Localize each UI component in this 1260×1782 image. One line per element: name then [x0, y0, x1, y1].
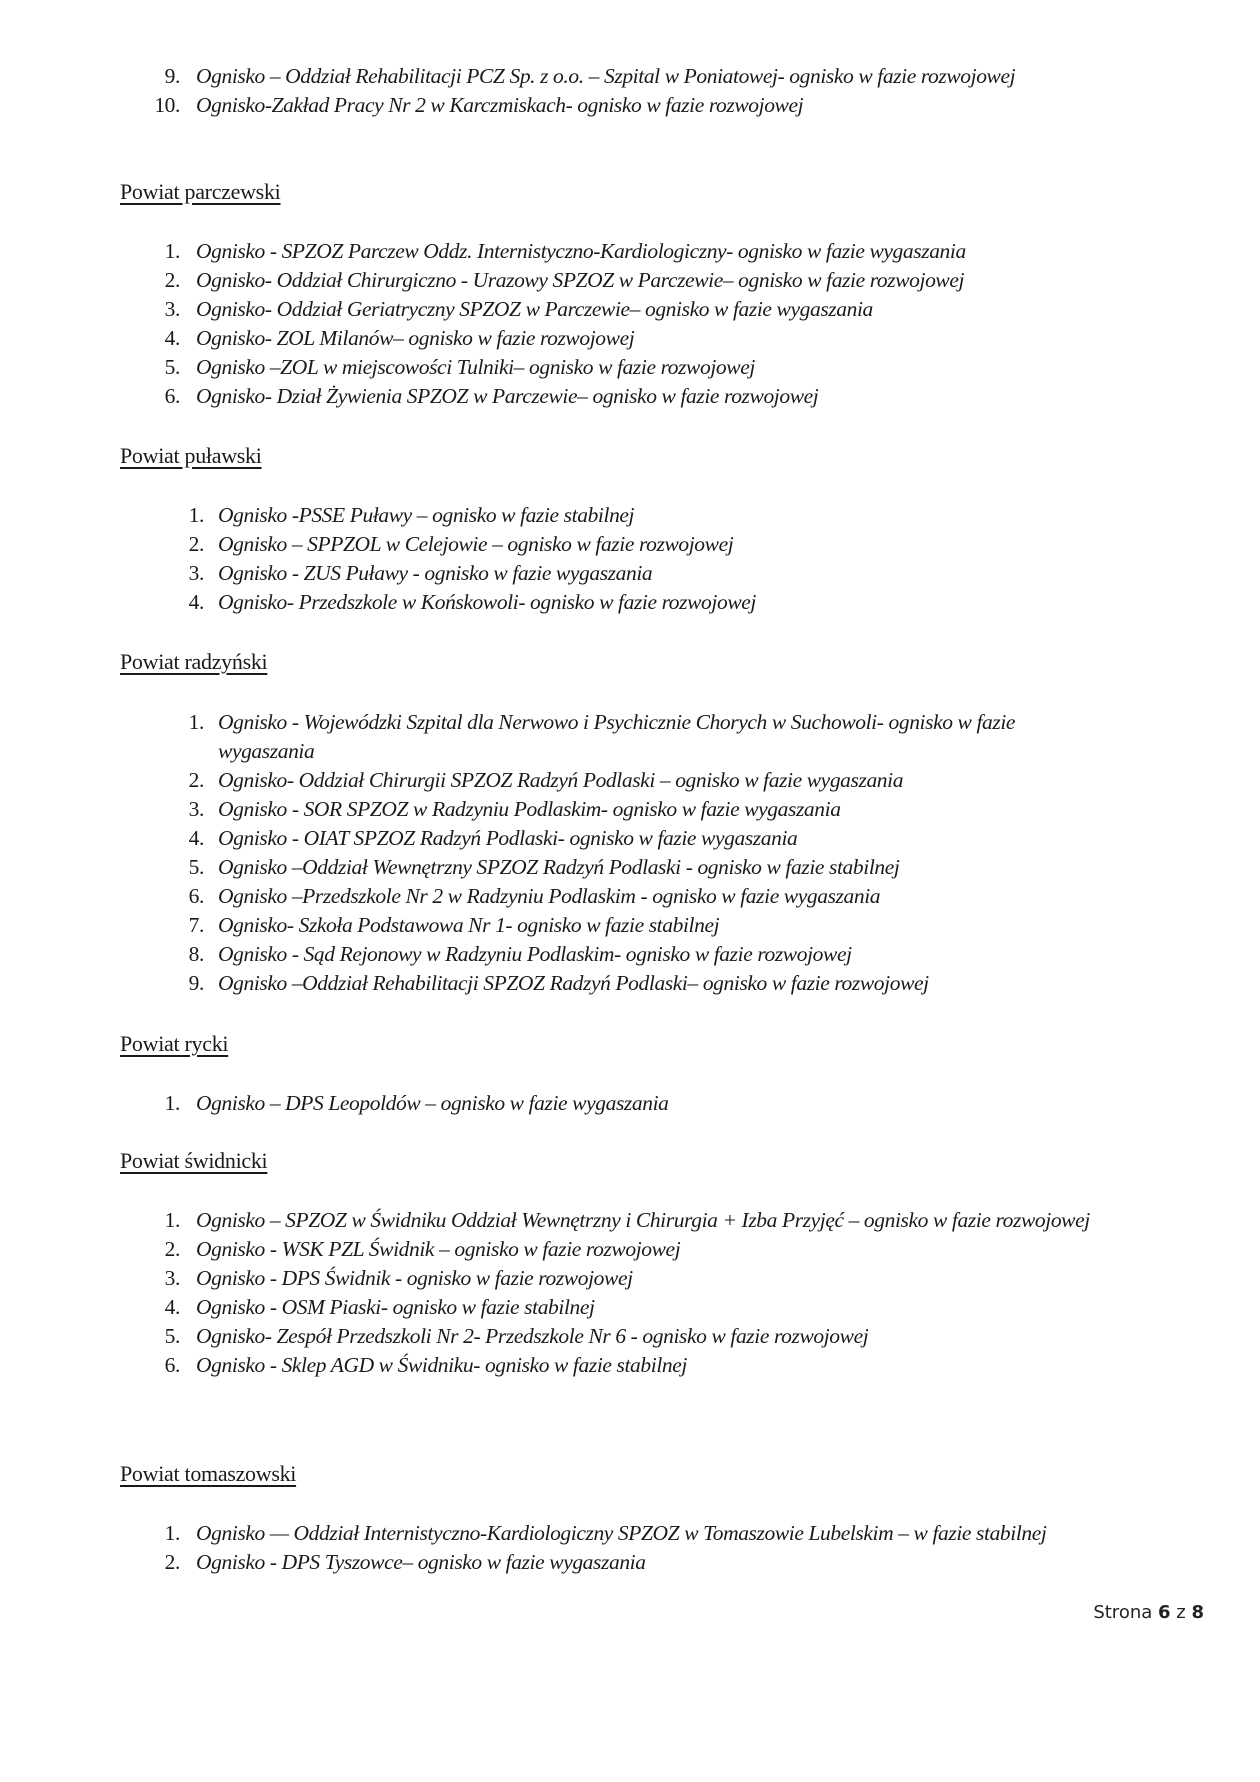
section-parczewski	[120, 178, 1210, 206]
list-item	[120, 1322, 1210, 1351]
list-item	[120, 882, 1210, 911]
list-item	[120, 824, 1210, 853]
item-number: 9.	[164, 64, 180, 88]
list-item	[120, 382, 1210, 411]
section-pulawski	[120, 442, 1210, 470]
item-number: 5.	[188, 855, 204, 879]
item-number: 2.	[164, 1237, 180, 1261]
item-number: 7.	[188, 913, 204, 937]
item-number: 3.	[164, 297, 180, 321]
item-number: 4.	[188, 590, 204, 614]
list-rycki	[120, 1089, 1210, 1118]
list-item	[120, 1351, 1210, 1380]
section-heading: Powiat tomaszowski	[120, 1461, 297, 1486]
page-separator: z	[1176, 1602, 1186, 1623]
section-tomaszowski	[120, 1460, 1210, 1488]
item-number: 2.	[164, 1550, 180, 1574]
list-item	[120, 501, 1210, 530]
item-number: 2.	[188, 768, 204, 792]
page-label: Strona	[1093, 1602, 1153, 1623]
item-number: 5.	[164, 1324, 180, 1348]
list-item	[120, 295, 1210, 324]
item-text: Ognisko – SPPZOL w Celejowie – ognisko w fazie rozwojowej	[218, 532, 734, 556]
item-number: 9.	[188, 971, 204, 995]
item-text: Ognisko - DPS Świdnik - ognisko w fazie rozwojowej	[196, 1266, 633, 1290]
list-item	[120, 1519, 1210, 1548]
list-item	[120, 530, 1210, 559]
list-item	[120, 237, 1210, 266]
current-page: 6	[1158, 1602, 1171, 1623]
item-text: Ognisko –Oddział Wewnętrzny SPZOZ Radzyń Podlaski - ognisko w fazie stabilnej	[218, 855, 900, 879]
item-text: Ognisko - OIAT SPZOZ Radzyń Podlaski- ognisko w fazie wygaszania	[218, 826, 798, 850]
list-item	[120, 940, 1210, 969]
item-text: Ognisko- Oddział Chirurgii SPZOZ Radzyń Podlaski – ognisko w fazie wygaszania	[218, 768, 904, 792]
section-swidnicki	[120, 1147, 1210, 1175]
item-text: Ognisko –Przedszkole Nr 2 w Radzyniu Podlaskim - ognisko w fazie wygaszania	[218, 884, 881, 908]
item-text: Ognisko – Oddział Rehabilitacji PCZ Sp. z o.o. – Szpital w Poniatowej- ognisko w fazie rozwojowej	[196, 64, 1016, 88]
item-text: Ognisko – SPZOZ w Świdniku Oddział Wewnętrzny i Chirurgia + Izba Przyjęć – ognisko w fazie rozwojowej	[196, 1208, 1090, 1232]
item-text: Ognisko- Dział Żywienia SPZOZ w Parczewie– ognisko w fazie rozwojowej	[196, 384, 819, 408]
item-text: Ognisko - OSM Piaski- ognisko w fazie stabilnej	[196, 1295, 595, 1319]
list-item	[120, 91, 1210, 120]
item-text: Ognisko — Oddział Internistyczno-Kardiologiczny SPZOZ w Tomaszowie Lubelskim – w fazie stabilnej	[196, 1521, 1047, 1545]
list-parczewski	[120, 237, 1210, 411]
item-text: Ognisko- ZOL Milanów– ognisko w fazie rozwojowej	[196, 326, 635, 350]
item-text: Ognisko- Oddział Geriatryczny SPZOZ w Parczewie– ognisko w fazie wygaszania	[196, 297, 873, 321]
item-text: Ognisko - SPZOZ Parczew Oddz. Internistyczno-Kardiologiczny- ognisko w fazie wygaszania	[196, 239, 966, 263]
item-number: 8.	[188, 942, 204, 966]
item-number: 1.	[164, 1091, 180, 1115]
item-number: 3.	[188, 797, 204, 821]
list-item	[120, 708, 1210, 766]
item-number: 4.	[164, 326, 180, 350]
list-item	[120, 1264, 1210, 1293]
item-text: Ognisko - Sąd Rejonowy w Radzyniu Podlaskim- ognisko w fazie rozwojowej	[218, 942, 852, 966]
item-number: 6.	[188, 884, 204, 908]
item-number: 2.	[164, 268, 180, 292]
item-text: Ognisko –ZOL w miejscowości Tulniki– ognisko w fazie rozwojowej	[196, 355, 755, 379]
section-rycki	[120, 1030, 1210, 1058]
item-number: 1.	[188, 503, 204, 527]
item-text: Ognisko- Przedszkole w Końskowoli- ognisko w fazie rozwojowej	[218, 590, 756, 614]
item-number: 3.	[188, 561, 204, 585]
list-item	[120, 324, 1210, 353]
section-heading: Powiat parczewski	[120, 179, 281, 204]
item-number: 3.	[164, 1266, 180, 1290]
list-item	[120, 1293, 1210, 1322]
list-item	[120, 353, 1210, 382]
item-text: Ognisko –Oddział Rehabilitacji SPZOZ Radzyń Podlaski– ognisko w fazie rozwojowej	[218, 971, 929, 995]
item-text: Ognisko - WSK PZL Świdnik – ognisko w fazie rozwojowej	[196, 1237, 681, 1261]
list-item	[120, 1089, 1210, 1118]
list-item	[120, 911, 1210, 940]
list-item	[120, 62, 1210, 91]
list-item	[120, 766, 1210, 795]
item-number: 1.	[164, 1521, 180, 1545]
section-heading: Powiat puławski	[120, 443, 262, 468]
item-number: 4.	[188, 826, 204, 850]
list-item	[120, 1235, 1210, 1264]
item-number: 1.	[164, 1208, 180, 1232]
item-text: Ognisko – DPS Leopoldów – ognisko w fazie wygaszania	[196, 1091, 669, 1115]
total-pages: 8	[1191, 1602, 1204, 1623]
item-text: Ognisko-Zakład Pracy Nr 2 w Karczmiskach- ognisko w fazie rozwojowej	[196, 93, 804, 117]
list-item	[120, 1548, 1210, 1577]
section-heading: Powiat świdnicki	[120, 1148, 268, 1173]
section-radzynski	[120, 648, 1210, 676]
item-number: 1.	[188, 710, 204, 734]
item-text: Ognisko- Szkoła Podstawowa Nr 1- ognisko w fazie stabilnej	[218, 913, 720, 937]
item-number: 1.	[164, 239, 180, 263]
list-item	[120, 559, 1210, 588]
item-text: Ognisko - SOR SPZOZ w Radzyniu Podlaskim- ognisko w fazie wygaszania	[218, 797, 841, 821]
item-text: Ognisko - ZUS Puławy - ognisko w fazie wygaszania	[218, 561, 653, 585]
list-item	[120, 853, 1210, 882]
item-text: Ognisko - DPS Tyszowce– ognisko w fazie wygaszania	[196, 1550, 646, 1574]
item-number: 6.	[164, 384, 180, 408]
page-footer	[1093, 1602, 1204, 1623]
continued-list	[120, 62, 1210, 120]
item-number: 2.	[188, 532, 204, 556]
item-number: 5.	[164, 355, 180, 379]
item-text: Ognisko- Oddział Chirurgiczno - Urazowy SPZOZ w Parczewie– ognisko w fazie rozwojowej	[196, 268, 965, 292]
list-item	[120, 266, 1210, 295]
item-number: 4.	[164, 1295, 180, 1319]
list-tomaszowski	[120, 1519, 1210, 1577]
item-text: Ognisko - Wojewódzki Szpital dla Nerwowo i Psychicznie Chorych w Suchowoli- ognisko w fazie wygaszania	[218, 710, 1016, 763]
item-number: 10.	[154, 93, 180, 117]
list-radzynski	[120, 708, 1210, 998]
section-heading: Powiat rycki	[120, 1031, 229, 1056]
list-swidnicki	[120, 1206, 1210, 1380]
item-text: Ognisko -PSSE Puławy – ognisko w fazie stabilnej	[218, 503, 635, 527]
list-item	[120, 588, 1210, 617]
list-item	[120, 795, 1210, 824]
item-text: Ognisko - Sklep AGD w Świdniku- ognisko w fazie stabilnej	[196, 1353, 687, 1377]
list-pulawski	[120, 501, 1210, 617]
list-item	[120, 1206, 1210, 1235]
item-number: 6.	[164, 1353, 180, 1377]
list-item	[120, 969, 1210, 998]
item-text: Ognisko- Zespół Przedszkoli Nr 2- Przedszkole Nr 6 - ognisko w fazie rozwojowej	[196, 1324, 869, 1348]
section-heading: Powiat radzyński	[120, 649, 268, 674]
